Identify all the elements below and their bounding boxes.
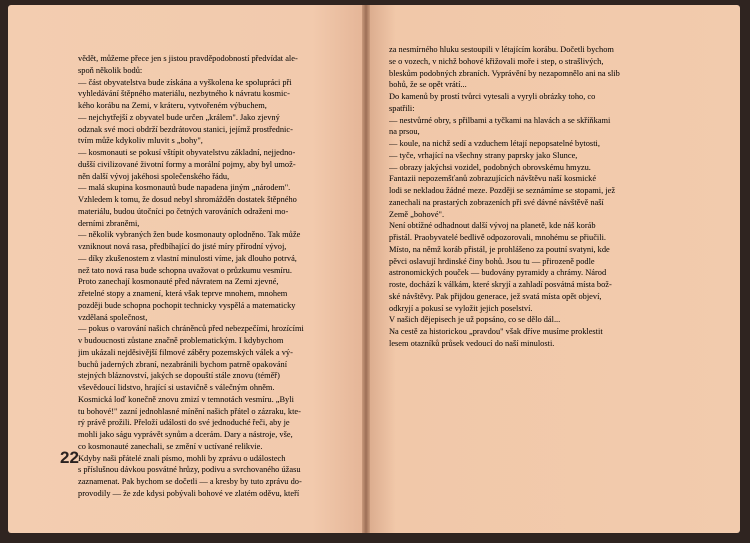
book-spine [362,5,370,533]
text-line: se o vozech, v nichž bohové křižovali moře i step, o strašlivých, [389,56,604,66]
text-line: astronomických pouček — budovány pyramidy a chrámy. Národ [389,268,607,278]
text-line: vzdělaná společnost, [78,312,148,322]
text-line: odznak své moci obdrží bezdrátovou stanici, jejímž prostřednic- [78,124,293,134]
text-line: Proto zanechají kosmonauté před návratem na Zemi zjevné, [78,277,279,287]
text-line: provodily — že zde kdysi pobývali bohové ve zlatém oděvu, kteří [78,488,300,498]
text-line: vědět, můžeme přece jen s jistou pravděpodobností předvídat ale- [78,54,298,63]
text-line: dušší civilizované životní formy a morální pojmy, aby byl umož- [78,159,296,169]
text-line: roste, dochází k válkám, které skryjí a zahladí posvátná místa bož- [389,280,612,289]
text-line: — část obyvatelstva bude získána a vyškolena ke spolupráci při [78,77,292,87]
right-page-text [389,44,671,350]
text-line: v budoucnosti zůstane značně problematickým. I kdybychom [78,336,284,345]
text-line: zřetelné stopy a znamení, která však teprve mnohem, mnohem [78,289,288,298]
text-line: tu bohové!" zazní jednohlasné mínění našich přátel o zázraku, kte- [78,406,301,416]
text-line: — pokus o varování našich chráněnců před nebezpečími, hrozícími [78,324,304,334]
text-line: stejných bláznovství, jakých se dopouští stále znovu (téměř) [78,371,280,381]
text-line: — díky zkušenostem z vlastní minulosti víme, jak dlouho potrvá, [78,253,297,263]
text-line: Na cestě za historickou „pravdou" však dříve musíme proklestit [389,327,603,336]
text-line: později bude schopna pochopit technicky vyspělá a matematicky [78,300,296,310]
text-line: Vzhledem k tomu, že dosud nebyl shromážděn dostatek štěpného [78,195,297,204]
text-line: vzniknout nová rasa, předbíhající do jisté míry přírodní vývoj, [78,242,287,251]
text-line: vyhledávání štěpného materiálu, nezbytného k návratu kosmic- [78,89,290,99]
text-line: Kosmická loď konečně znovu zmizí v temnotách vesmíru. „Byli [78,394,294,404]
text-line: spoň několik bodů: [78,65,143,75]
text-line: přistál. Praobyvatelé bedlivě odpozorovali, mnohému se přiučili. [389,233,606,242]
text-line: odkryjí a pokusí se vyložit jejich poselství. [389,303,533,313]
text-line: lesem otazníků průsek vedoucí do naší minulosti. [389,338,555,348]
text-line: vševědoucí lidstvo, hrající si ustavičně s válečným ohněm. [78,383,275,392]
text-line: Kdyby naši přátelé znali písmo, mohli by zprávu o událostech [78,453,286,463]
text-line: materiálu, budou útočníci po četných varováních odraženi mo- [78,206,289,216]
text-line: Země „bohové". [389,209,445,219]
text-line: Není obtížné odhadnout další vývoj na planetě, kde náš koráb [389,221,596,231]
text-line: Do kamenů by prostí tvůrci vytesali a vyryli obrázky toho, co [389,92,596,101]
text-line: Místo, na němž koráb přistál, je prohlášeno za poutní svatyni, kde [389,244,610,254]
text-line: — koule, na nichž sedí a vzduchem létají nepopsatelné bytosti, [389,139,600,148]
text-line: ské návštěvy. Pak přijdou generace, jež svatá místa opět objeví, [389,291,602,301]
text-line: — obrazy jakýchsi vozidel, podobných obrovskému hmyzu. [389,162,591,172]
text-line: spatřili: [389,103,415,113]
text-line: na prsou, [389,127,420,137]
text-line: derními zbraněmi, [78,218,140,228]
left-page-text [78,53,360,500]
text-line: — nejchytřejší z obyvatel bude určen „králem". Jako zjevný [78,112,280,122]
text-line: bohů, že se opět vrátí... [389,80,467,90]
text-line: za nesmírného hluku sestoupili v létajícím korábu. Dočetli bychom [389,45,614,54]
text-line: V našich dějepisech je už popsáno, co se dělo dál... [389,315,561,325]
text-line: rý právě prožili. Přeloží události do své jednoduché řeči, aby je [78,418,290,428]
text-line: — nestvůrné obry, s přilbami a tyčkami na hlavách a se skříňkami [389,115,611,125]
text-line: bleskům podobných zbraních. Vyprávění by nezapomnělo ani na slib [389,68,620,78]
text-line: zaznamenat. Pak bychom se dočetli — a kresby by tuto zprávu do- [78,477,302,486]
text-line: pěvci oslavují hrdinské činy bohů. Jsou tu — přirozeně podle [389,256,595,266]
text-line: lodi se nekladou žádné meze. Později se seznámíme se stopami, jež [389,186,616,195]
text-line: tvím může kdykoliv mluvit s „bohy", [78,136,203,146]
text-line: než tato nová rasa bude schopna uvažovat o průzkumu vesmíru. [78,265,292,275]
text-line: něn další vývoj jakéhosi společenského řádu, [78,171,230,181]
text-line: buchů jaderných zbraní, nezabránili bychom patrně opakování [78,359,288,369]
text-line: Fantazii nepozemšťanů zobrazujících návštěvu naší kosmické [389,174,597,184]
text-line: mohli jako ságu vyprávět synům a dcerám. Dary a nástroje, vše, [78,430,293,439]
text-line: co kosmonauté zanechali, se změní v uctívané relikvie. [78,441,263,451]
text-line: jim ukázali nejděsivější filmové záběry pozemských válek a vý- [78,347,293,357]
text-line: — kosmonauti se pokusí vštípit obyvatelstvu základní, nejjedno- [78,148,296,157]
text-line: zanechali na prastarých zobrazeních při své dávné návštěvě naší [389,197,604,207]
page-number: 22 [60,448,79,467]
text-line: s příslušnou dávkou posvátné hrůzy, podivu a svrchovaného úžasu [78,465,301,475]
text-line: — tyče, vrhající na všechny strany paprsky jako Slunce, [389,150,578,160]
text-line: — malá skupina kosmonautů bude napadena jiným „národem". [78,183,291,193]
text-line: — několik vybraných žen bude kosmonauty oplodněno. Tak může [78,230,301,240]
text-line: kého korábu na Zemi, v kráteru, vytvořeném výbuchem, [78,101,267,110]
